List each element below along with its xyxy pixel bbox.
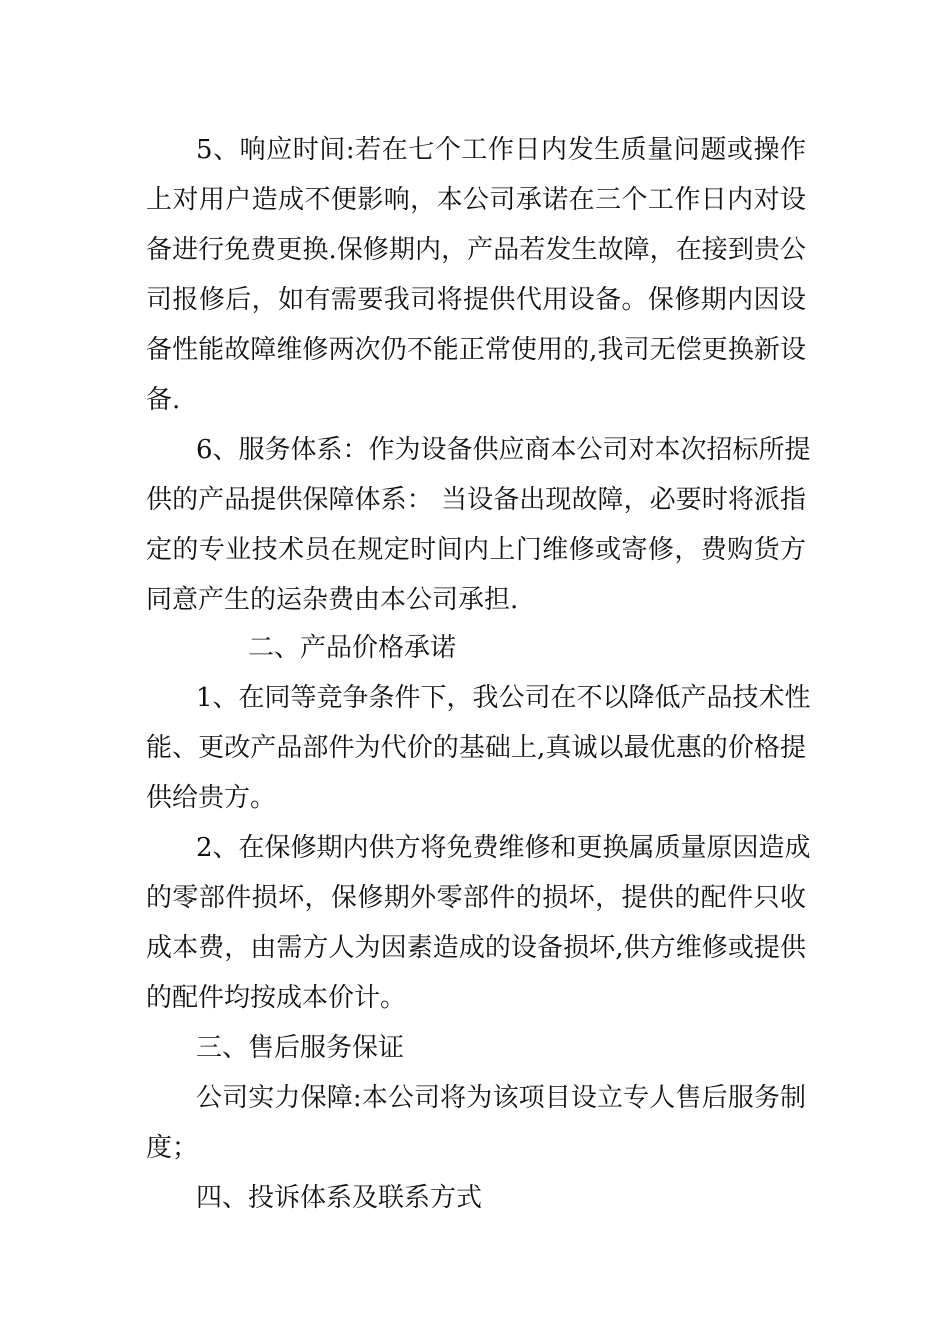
- price1-line-3: 供给贵方。: [146, 783, 277, 813]
- price2-line-3: 成本费，由需方人为因素造成的设备损坏,供方维修或提供: [146, 933, 806, 963]
- para5-line-4: 司报修后，如有需要我司将提供代用设备。保修期内因设: [146, 285, 806, 315]
- section-heading-price: 二、产品价格承诺: [248, 633, 457, 663]
- section-heading-complaints: 四、投诉体系及联系方式: [196, 1183, 483, 1213]
- para5-line-5: 备性能故障维修两次仍不能正常使用的,我司无偿更换新设: [146, 335, 806, 365]
- price1-line-1: 1、在同等竞争条件下，我公司在不以降低产品技术性: [196, 683, 811, 713]
- para5-line-1: 5、响应时间:若在七个工作日内发生质量问题或操作: [196, 135, 806, 165]
- para5-line-3: 备进行免费更换.保修期内，产品若发生故障，在接到贵公: [146, 235, 806, 265]
- price2-line-1: 2、在保修期内供方将免费维修和更换属质量原因造成: [196, 833, 811, 863]
- para5-line-2: 上对用户造成不便影响，本公司承诺在三个工作日内对设: [146, 185, 806, 215]
- para5-line-6: 备.: [146, 385, 181, 415]
- price1-line-2: 能、更改产品部件为代价的基础上,真诚以最优惠的价格提: [146, 733, 806, 763]
- price2-line-2: 的零部件损坏，保修期外零部件的损坏，提供的配件只收: [146, 883, 806, 913]
- para6-line-4: 同意产生的运杂费由本公司承担.: [146, 585, 519, 615]
- para6-line-3: 定的专业技术员在规定时间内上门维修或寄修，费购货方: [146, 535, 806, 565]
- section-heading-after-sales: 三、售后服务保证: [196, 1033, 405, 1063]
- guarantee-line-2: 度；: [146, 1133, 199, 1163]
- price2-line-4: 的配件均按成本价计。: [146, 983, 407, 1013]
- guarantee-line-1: 公司实力保障:本公司将为该项目设立专人售后服务制: [196, 1083, 806, 1113]
- para6-line-2: 供的产品提供保障体系： 当设备出现故障，必要时将派指: [146, 485, 806, 515]
- para6-line-1: 6、服务体系：作为设备供应商本公司对本次招标所提: [196, 435, 811, 465]
